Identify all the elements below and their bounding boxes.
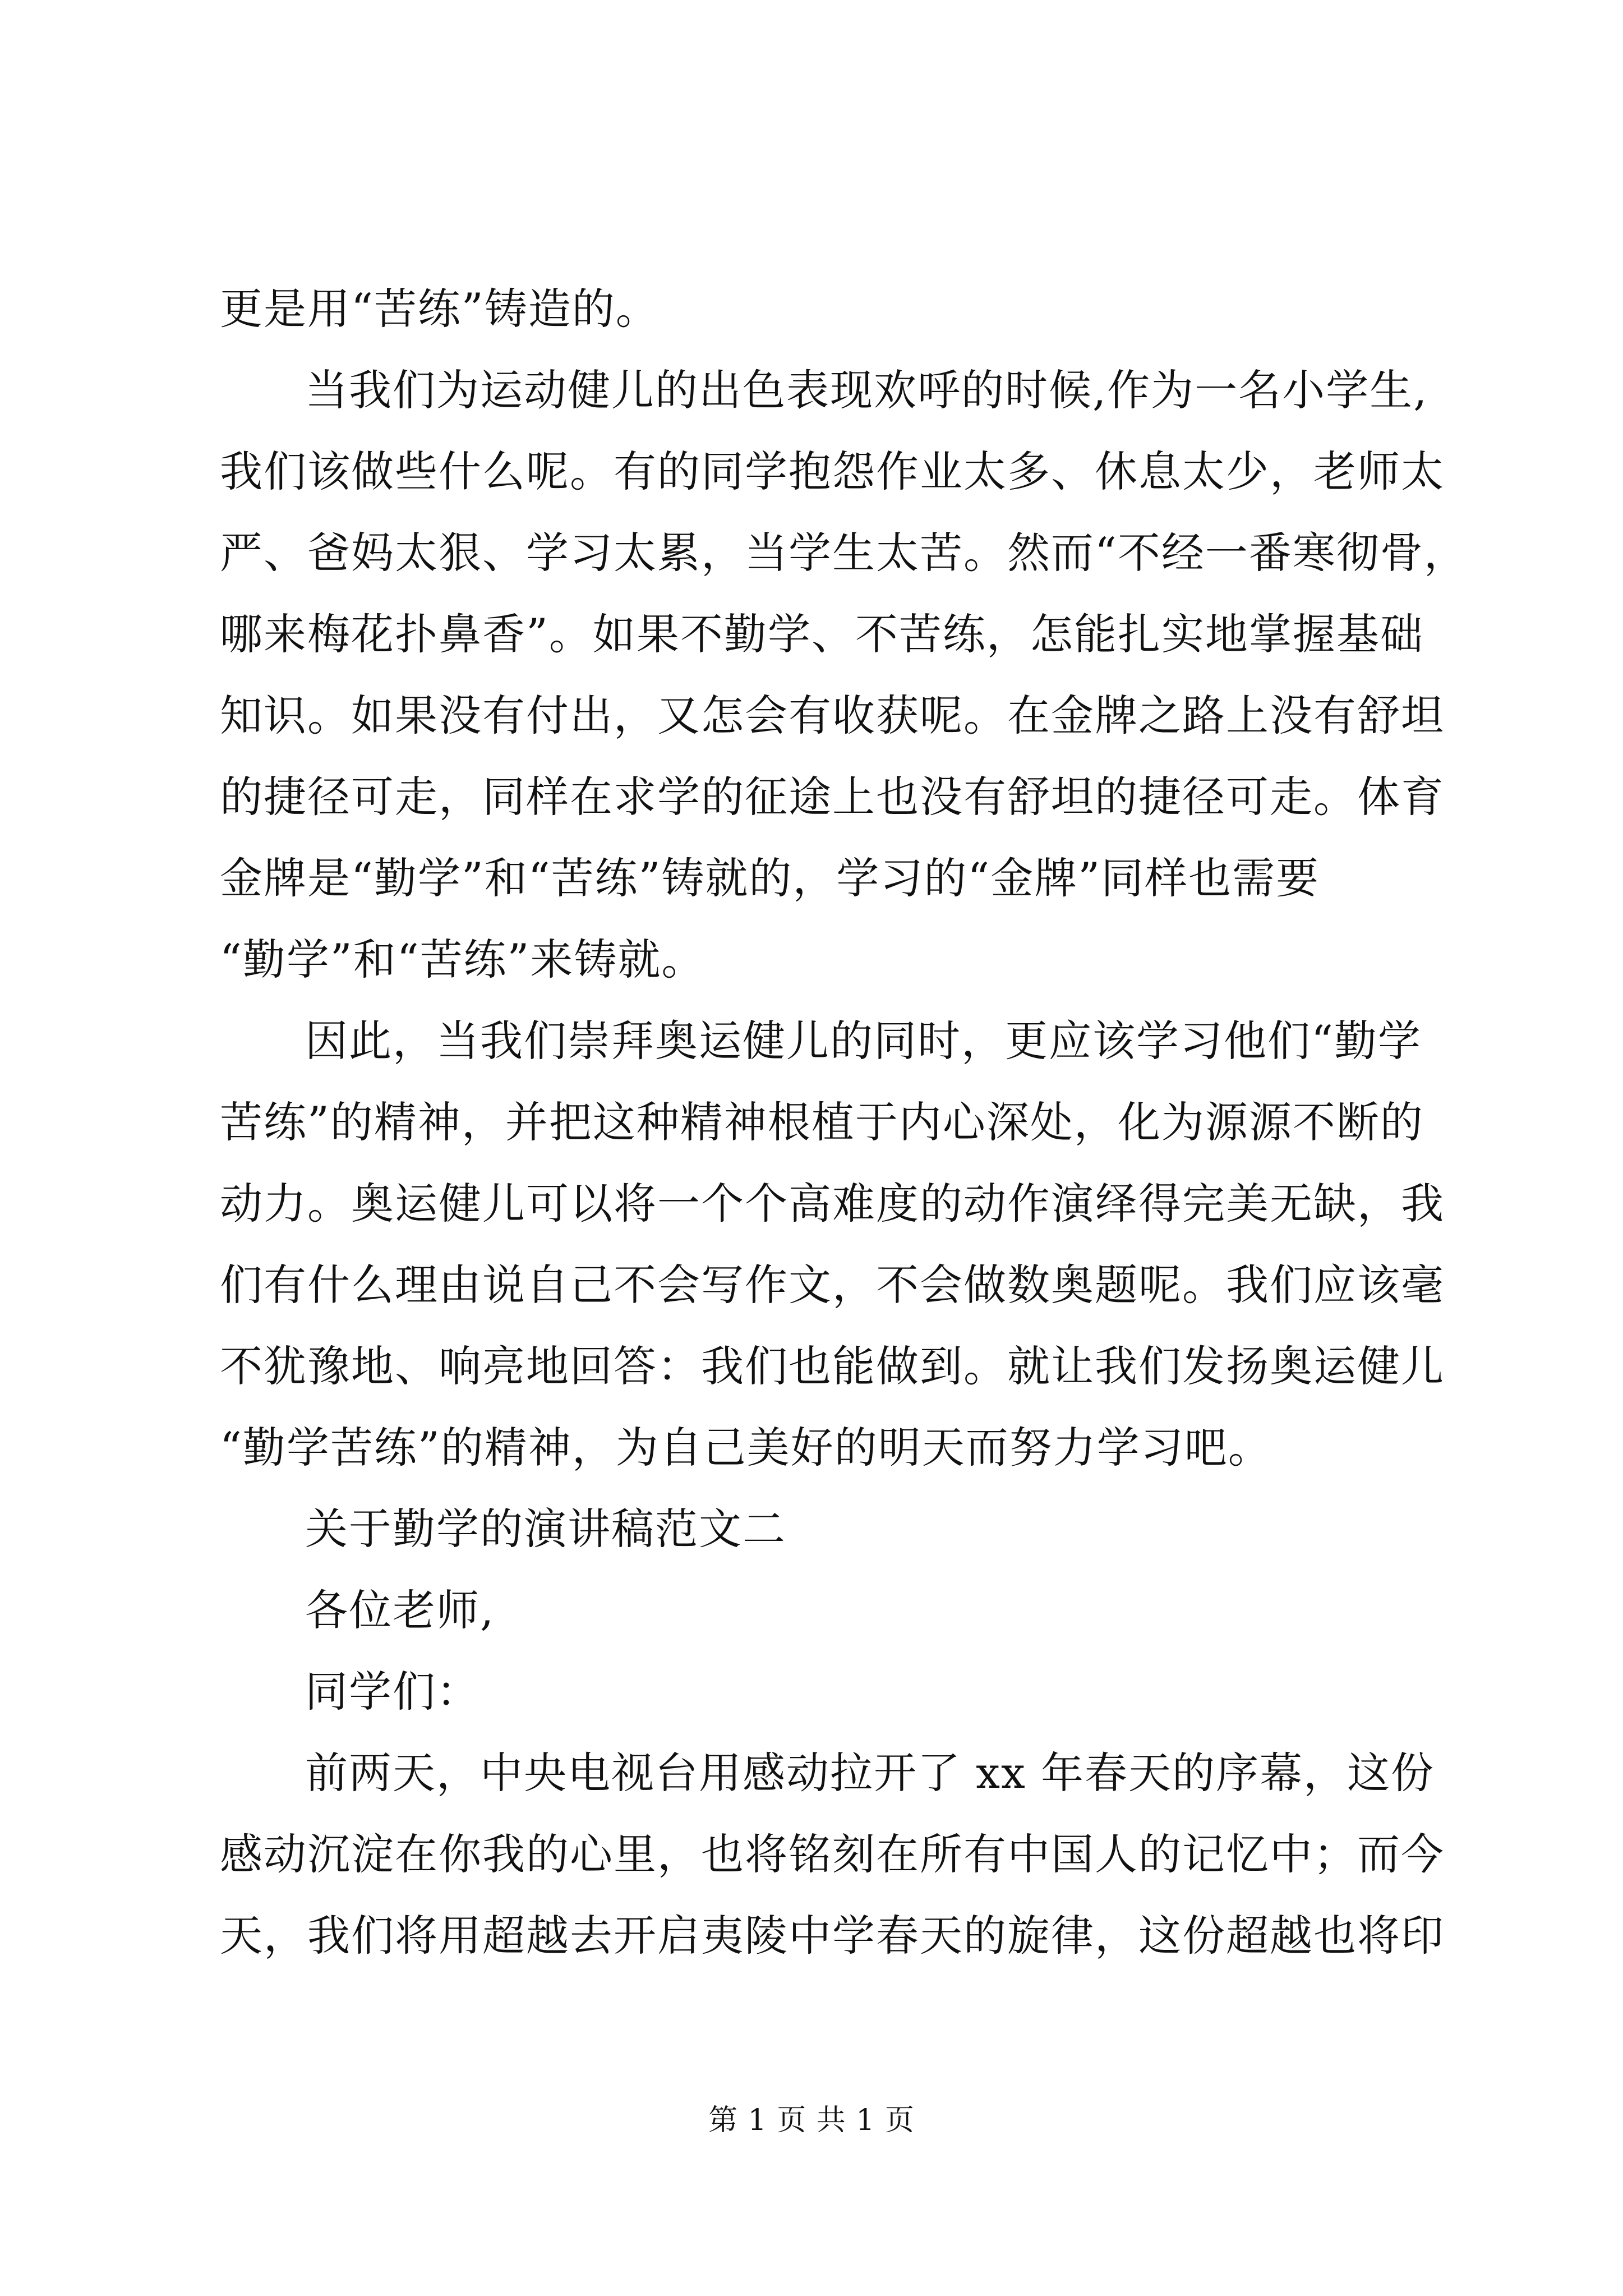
- section-heading: 关于勤学的演讲稿范文二: [305, 1504, 786, 1554]
- text-line: 哪来梅花扑鼻香”。如果不勤学、不苦练，怎能扎实地掌握基础: [220, 609, 1424, 659]
- salutation-line: 同学们：: [305, 1667, 480, 1717]
- text-line: 我们该做些什么呢。有的同学抱怨作业太多、休息太少，老师太: [220, 447, 1445, 496]
- text-line: 们有什么理由说自己不会写作文，不会做数奥题呢。我们应该毫: [220, 1260, 1445, 1310]
- text-line: 天，我们将用超越去开启夷陵中学春天的旋律，这份超越也将印: [220, 1911, 1445, 1961]
- text-line: 前两天，中央电视台用感动拉开了 xx 年春天的序幕，这份: [305, 1748, 1435, 1798]
- text-line: 因此，当我们崇拜奥运健儿的同时，更应该学习他们“勤学: [305, 1016, 1422, 1066]
- text-line: 知识。如果没有付出，又怎会有收获呢。在金牌之路上没有舒坦: [220, 691, 1445, 740]
- text-line: 感动沉淀在你我的心里，也将铭刻在所有中国人的记忆中；而今: [220, 1829, 1445, 1879]
- salutation-line: 各位老师,: [305, 1585, 495, 1635]
- page-footer: 第 1 页 共 1 页: [708, 2104, 915, 2137]
- text-line: 动力。奥运健儿可以将一个个高难度的动作演绎得完美无缺，我: [220, 1179, 1445, 1228]
- document-body: [220, 268, 1468, 1976]
- text-line: 当我们为运动健儿的出色表现欢呼的时候,作为一名小学生,: [305, 365, 1428, 415]
- text-line: 的捷径可走，同样在求学的征途上也没有舒坦的捷径可走。体育: [220, 772, 1445, 822]
- text-line: 苦练”的精神，并把这种精神根植于内心深处，化为源源不断的: [220, 1097, 1424, 1147]
- text-line: 不犹豫地、响亮地回答：我们也能做到。就让我们发扬奥运健儿: [220, 1341, 1445, 1391]
- text-line: 金牌是“勤学”和“苦练”铸就的，学习的“金牌”同样也需要: [220, 853, 1320, 903]
- text-line: “勤学苦练”的精神，为自己美好的明天而努力学习吧。: [220, 1423, 1272, 1473]
- text-line: “勤学”和“苦练”来铸就。: [220, 935, 706, 984]
- text-line: 更是用“苦练”铸造的。: [220, 284, 660, 334]
- text-line: 严、爸妈太狠、学习太累，当学生太苦。然而“不经一番寒彻骨，: [220, 528, 1468, 578]
